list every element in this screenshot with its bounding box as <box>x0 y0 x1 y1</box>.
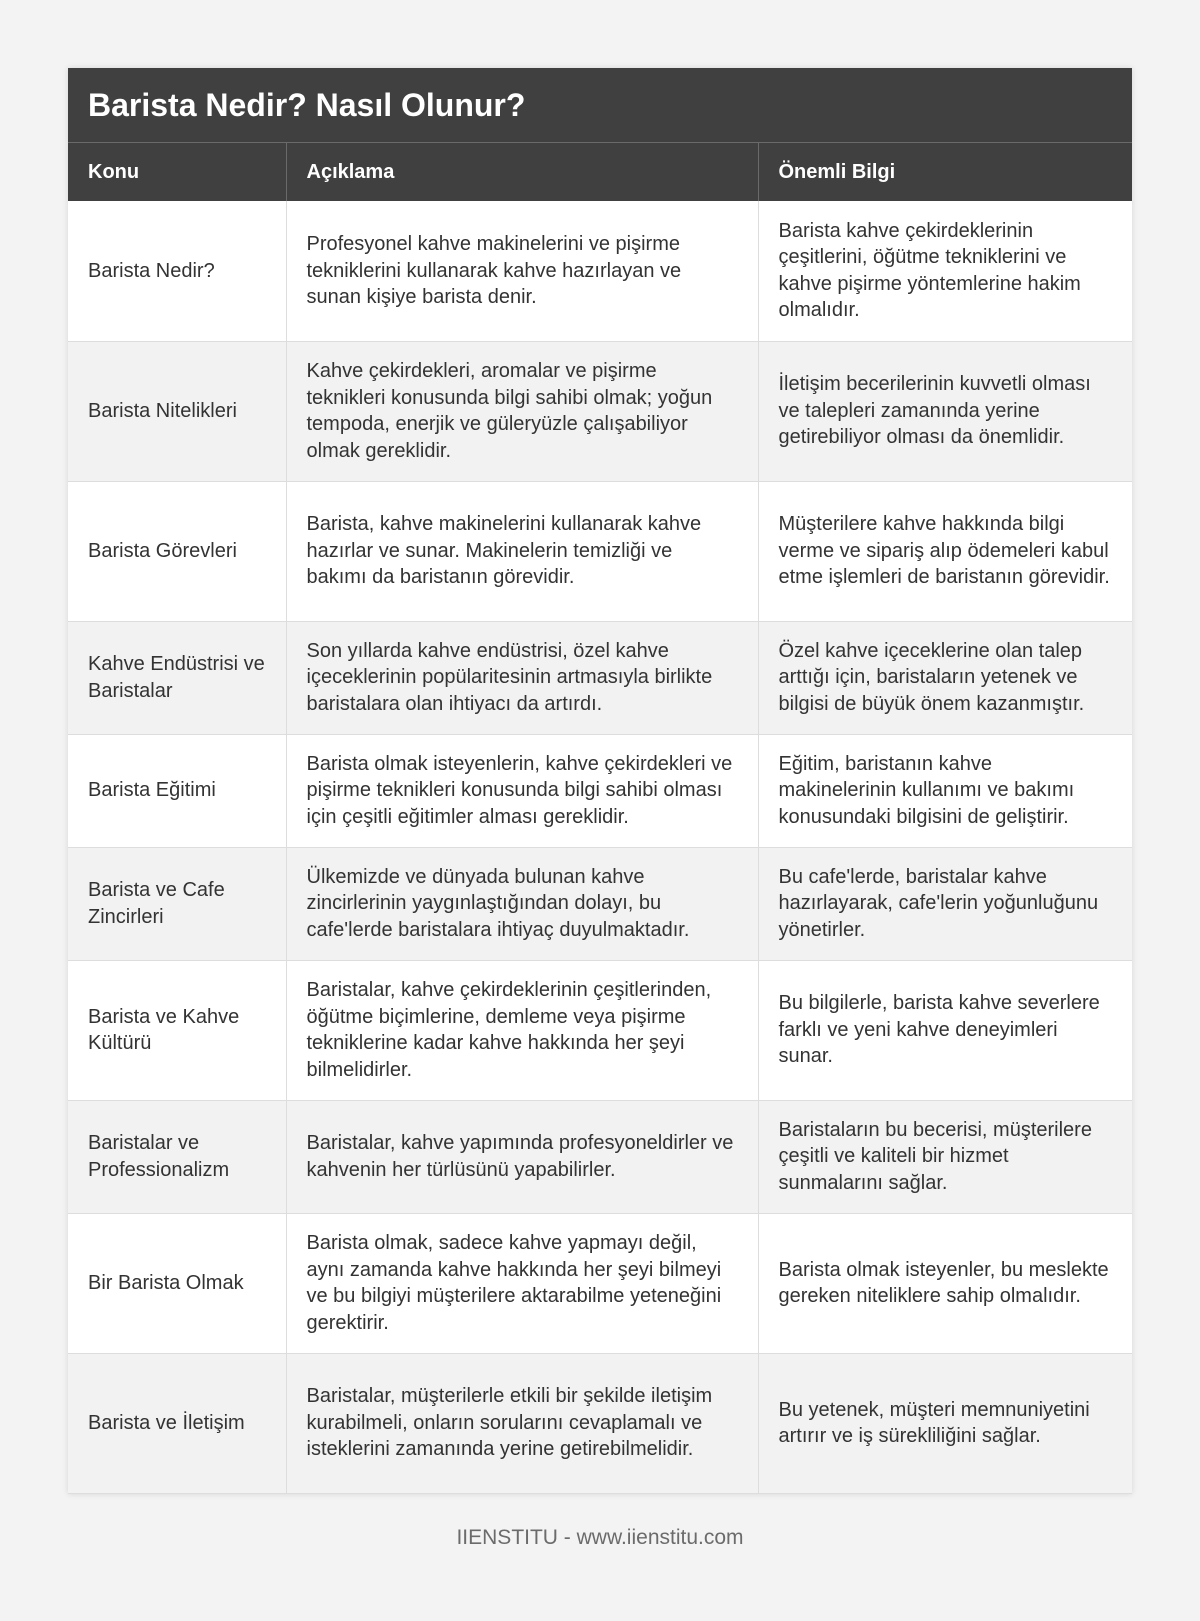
cell-aciklama: Barista olmak isteyenlerin, kahve çekirdekleri ve pişirme teknikleri konusunda bilgi sahibi olması için çeşitli eğitimler alması gereklidir. <box>286 734 758 847</box>
cell-onemli-bilgi: Baristaların bu becerisi, müşterilere çeşitli ve kaliteli bir hizmet sunmalarını sağlar. <box>758 1100 1132 1213</box>
cell-aciklama: Ülkemizde ve dünyada bulunan kahve zincirlerinin yaygınlaştığından dolayı, bu cafe'lerde baristalara ihtiyaç duyulmaktadır. <box>286 847 758 960</box>
cell-aciklama: Baristalar, kahve çekirdeklerinin çeşitlerinden, öğütme biçimlerine, demleme veya pişirme tekniklerine kadar kahve hakkında her şeyi bilmelidirler. <box>286 960 758 1100</box>
cell-konu: Barista Eğitimi <box>68 734 286 847</box>
cell-aciklama: Kahve çekirdekleri, aromalar ve pişirme teknikleri konusunda bilgi sahibi olmak; yoğun tempoda, enerjik ve güleryüzle çalışabiliyor olmak gereklidir. <box>286 341 758 481</box>
cell-onemli-bilgi: Eğitim, baristanın kahve makinelerinin kullanımı ve bakımı konusundaki bilgisini de geliştirir. <box>758 734 1132 847</box>
cell-konu: Barista ve İletişim <box>68 1353 286 1493</box>
footer-credit: IIENSTITU - www.iienstitu.com <box>456 1526 744 1549</box>
table-row <box>68 341 1132 481</box>
table-row <box>68 960 1132 1100</box>
cell-konu: Kahve Endüstrisi ve Baristalar <box>68 621 286 734</box>
table-title: Barista Nedir? Nasıl Olunur? <box>68 68 1132 143</box>
table-row <box>68 1353 1132 1493</box>
cell-aciklama: Baristalar, kahve yapımında profesyoneldirler ve kahvenin her türlüsünü yapabilirler. <box>286 1100 758 1213</box>
table-row <box>68 1213 1132 1353</box>
info-table-card <box>68 68 1132 1494</box>
table-row <box>68 481 1132 621</box>
barista-table <box>68 143 1132 1494</box>
cell-konu: Barista Görevleri <box>68 481 286 621</box>
table-row <box>68 621 1132 734</box>
cell-konu: Barista ve Cafe Zincirleri <box>68 847 286 960</box>
table-header-row <box>68 143 1132 201</box>
cell-onemli-bilgi: Bu bilgilerle, barista kahve severlere farklı ve yeni kahve deneyimleri sunar. <box>758 960 1132 1100</box>
cell-konu: Bir Barista Olmak <box>68 1213 286 1353</box>
column-header-aciklama: Açıklama <box>286 143 758 201</box>
cell-aciklama: Profesyonel kahve makinelerini ve pişirme tekniklerini kullanarak kahve hazırlayan ve sunan kişiye barista denir. <box>286 201 758 341</box>
table-row <box>68 1100 1132 1213</box>
cell-onemli-bilgi: Bu cafe'lerde, baristalar kahve hazırlayarak, cafe'lerin yoğunluğunu yönetirler. <box>758 847 1132 960</box>
cell-aciklama: Son yıllarda kahve endüstrisi, özel kahve içeceklerinin popülaritesinin artmasıyla birlikte baristalara olan ihtiyacı da artırdı. <box>286 621 758 734</box>
cell-konu: Barista Nitelikleri <box>68 341 286 481</box>
cell-onemli-bilgi: Barista kahve çekirdeklerinin çeşitlerini, öğütme tekniklerini ve kahve pişirme yöntemlerine hakim olmalıdır. <box>758 201 1132 341</box>
cell-aciklama: Barista olmak, sadece kahve yapmayı değil, aynı zamanda kahve hakkında her şeyi bilmeyi ve bu bilgiyi müşterilere aktarabilme yeteneğini gerektirir. <box>286 1213 758 1353</box>
column-header-onemli-bilgi: Önemli Bilgi <box>758 143 1132 201</box>
cell-onemli-bilgi: Barista olmak isteyenler, bu meslekte gereken niteliklere sahip olmalıdır. <box>758 1213 1132 1353</box>
cell-aciklama: Baristalar, müşterilerle etkili bir şekilde iletişim kurabilmeli, onların sorularını cevaplamalı ve isteklerini zamanında yerine getirebilmelidir. <box>286 1353 758 1493</box>
table-row <box>68 734 1132 847</box>
table-row <box>68 847 1132 960</box>
cell-onemli-bilgi: İletişim becerilerinin kuvvetli olması ve talepleri zamanında yerine getirebiliyor olması da önemlidir. <box>758 341 1132 481</box>
cell-konu: Barista ve Kahve Kültürü <box>68 960 286 1100</box>
cell-onemli-bilgi: Bu yetenek, müşteri memnuniyetini artırır ve iş sürekliliğini sağlar. <box>758 1353 1132 1493</box>
column-header-konu: Konu <box>68 143 286 201</box>
cell-onemli-bilgi: Müşterilere kahve hakkında bilgi verme ve sipariş alıp ödemeleri kabul etme işlemleri de baristanın görevidir. <box>758 481 1132 621</box>
cell-onemli-bilgi: Özel kahve içeceklerine olan talep arttığı için, baristaların yetenek ve bilgisi de büyük önem kazanmıştır. <box>758 621 1132 734</box>
cell-konu: Barista Nedir? <box>68 201 286 341</box>
cell-konu: Baristalar ve Professionalizm <box>68 1100 286 1213</box>
table-row <box>68 201 1132 341</box>
cell-aciklama: Barista, kahve makinelerini kullanarak kahve hazırlar ve sunar. Makinelerin temizliği ve bakımı da baristanın görevidir. <box>286 481 758 621</box>
